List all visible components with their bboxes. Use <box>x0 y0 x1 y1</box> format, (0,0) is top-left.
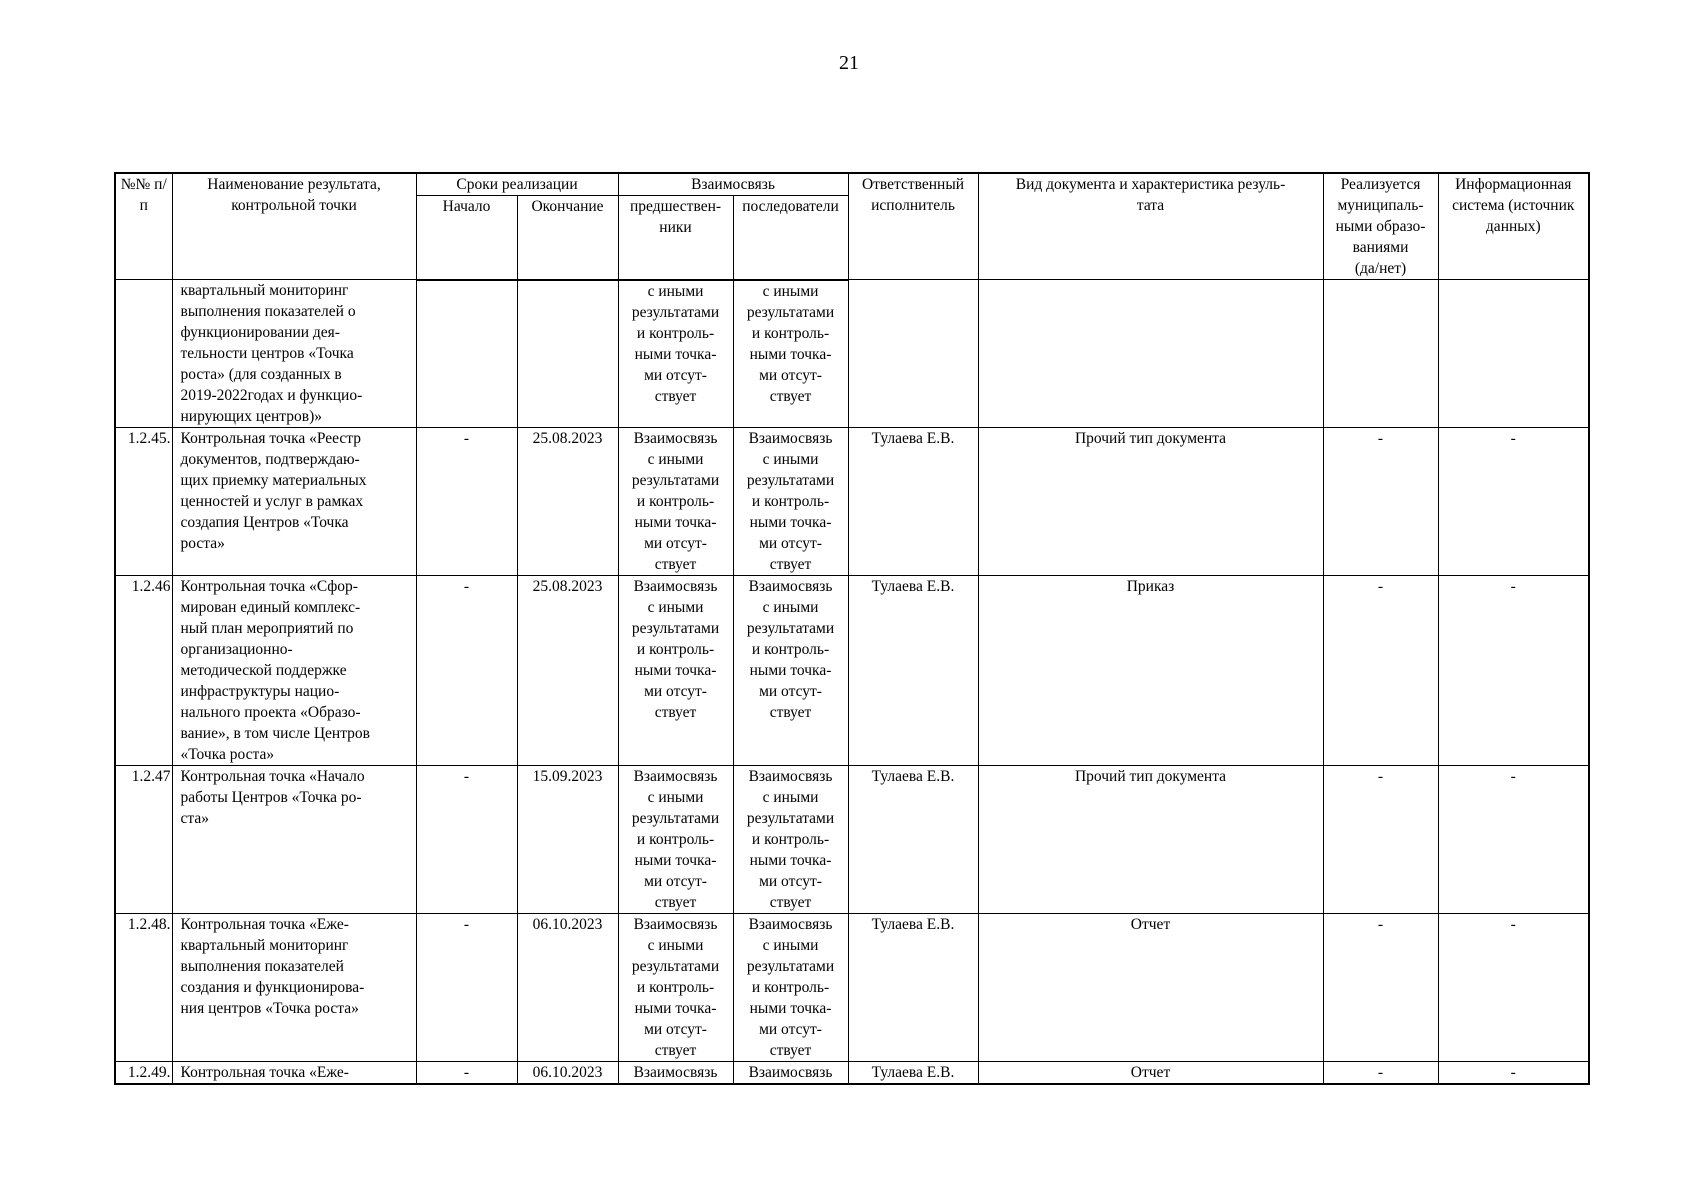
row-responsible: Тулаева Е.В. <box>848 766 978 914</box>
header-terms: Сроки реализации <box>416 173 618 196</box>
row-info-system: - <box>1438 428 1589 576</box>
row-info-system <box>1438 280 1589 428</box>
table-body <box>115 280 1589 1085</box>
row-municipal: - <box>1323 914 1438 1062</box>
row-predecessors: Взаимосвязь с иными результатами и контроль- ными точка- ми отсут- ствует <box>618 428 733 576</box>
table-row <box>115 428 1589 576</box>
row-start <box>416 280 517 428</box>
row-end: 15.09.2023 <box>517 766 618 914</box>
row-end: 25.08.2023 <box>517 428 618 576</box>
table-row <box>115 1062 1589 1085</box>
row-successors: с иными результатами и контроль- ными точка- ми отсут- ствует <box>733 280 848 428</box>
header-info-system: Информационная система (источник данных) <box>1438 173 1589 280</box>
page-number: 21 <box>839 52 859 74</box>
row-end <box>517 280 618 428</box>
row-successors: Взаимосвязь с иными результатами и контроль- ными точка- ми отсут- ствует <box>733 428 848 576</box>
row-num: 1.2.49. <box>115 1062 172 1085</box>
row-doc-type: Прочий тип документа <box>978 428 1323 576</box>
table-row <box>115 280 1589 428</box>
row-predecessors: Взаимосвязь с иными результатами и контроль- ными точка- ми отсут- ствует <box>618 914 733 1062</box>
header-predecessors: предшествен- ники <box>618 196 733 280</box>
header-num: №№ п/п <box>115 173 172 280</box>
row-info-system: - <box>1438 766 1589 914</box>
table-row <box>115 766 1589 914</box>
header-relation: Взаимосвязь <box>618 173 848 196</box>
table-header <box>115 173 1589 280</box>
row-responsible: Тулаева Е.В. <box>848 1062 978 1085</box>
row-start: - <box>416 576 517 766</box>
row-start: - <box>416 766 517 914</box>
row-start: - <box>416 914 517 1062</box>
row-start: - <box>416 428 517 576</box>
header-end: Окончание <box>517 196 618 280</box>
row-num: 1.2.45. <box>115 428 172 576</box>
row-doc-type <box>978 280 1323 428</box>
row-end: 06.10.2023 <box>517 1062 618 1085</box>
row-doc-type: Прочий тип документа <box>978 766 1323 914</box>
row-municipal: - <box>1323 766 1438 914</box>
row-info-system: - <box>1438 576 1589 766</box>
row-predecessors: Взаимосвязь <box>618 1062 733 1085</box>
row-successors: Взаимосвязь с иными результатами и контроль- ными точка- ми отсут- ствует <box>733 766 848 914</box>
row-municipal: - <box>1323 428 1438 576</box>
row-num: 1.2.46 <box>115 576 172 766</box>
table-row <box>115 576 1589 766</box>
row-municipal: - <box>1323 576 1438 766</box>
row-municipal: - <box>1323 1062 1438 1085</box>
row-name: Контрольная точка «Еже- квартальный мониторинг выполнения показателей создания и функционирова- ния центров «Точка роста» <box>172 914 416 1062</box>
row-info-system: - <box>1438 914 1589 1062</box>
row-end: 25.08.2023 <box>517 576 618 766</box>
row-doc-type: Отчет <box>978 1062 1323 1085</box>
row-doc-type: Отчет <box>978 914 1323 1062</box>
row-doc-type: Приказ <box>978 576 1323 766</box>
header-responsible: Ответственный исполнитель <box>848 173 978 280</box>
row-name: Контрольная точка «Начало работы Центров «Точка ро- ста» <box>172 766 416 914</box>
row-responsible: Тулаева Е.В. <box>848 914 978 1062</box>
row-responsible: Тулаева Е.В. <box>848 428 978 576</box>
header-start: Начало <box>416 196 517 280</box>
row-end: 06.10.2023 <box>517 914 618 1062</box>
row-name: квартальный мониторинг выполнения показателей о функционировании дея- тельности центров «Точка роста» (для созданных в 2019-2022годах и функцио- нирующих центров)» <box>172 280 416 428</box>
row-predecessors: Взаимосвязь с иными результатами и контроль- ными точка- ми отсут- ствует <box>618 766 733 914</box>
row-name: Контрольная точка «Еже- <box>172 1062 416 1085</box>
row-successors: Взаимосвязь с иными результатами и контроль- ными точка- ми отсут- ствует <box>733 576 848 766</box>
header-name: Наименование результата, контрольной точки <box>172 173 416 280</box>
row-successors: Взаимосвязь с иными результатами и контроль- ными точка- ми отсут- ствует <box>733 914 848 1062</box>
row-name: Контрольная точка «Сфор- мирован единый комплекс- ный план мероприятий по организационно- методической поддержке инфраструктуры нацио- нального проекта «Образо- вание», в том числе Центров «Точка роста» <box>172 576 416 766</box>
header-municipal: Реализуется муниципаль- ными образо- ваниями (да/нет) <box>1323 173 1438 280</box>
row-responsible <box>848 280 978 428</box>
header-doc-type: Вид документа и характеристика резуль- тата <box>978 173 1323 280</box>
row-name: Контрольная точка «Реестр документов, подтверждаю- щих приемку материальных ценностей и услуг в рамках создапия Центров «Точка роста» <box>172 428 416 576</box>
row-num: 1.2.47 <box>115 766 172 914</box>
row-municipal <box>1323 280 1438 428</box>
implementation-plan-table <box>114 172 1590 1085</box>
row-predecessors: с иными результатами и контроль- ными точка- ми отсут- ствует <box>618 280 733 428</box>
header-successors: последователи <box>733 196 848 280</box>
row-responsible: Тулаева Е.В. <box>848 576 978 766</box>
row-num <box>115 280 172 428</box>
row-successors: Взаимосвязь <box>733 1062 848 1085</box>
row-predecessors: Взаимосвязь с иными результатами и контроль- ными точка- ми отсут- ствует <box>618 576 733 766</box>
row-start: - <box>416 1062 517 1085</box>
table-row <box>115 914 1589 1062</box>
row-info-system: - <box>1438 1062 1589 1085</box>
row-num: 1.2.48. <box>115 914 172 1062</box>
